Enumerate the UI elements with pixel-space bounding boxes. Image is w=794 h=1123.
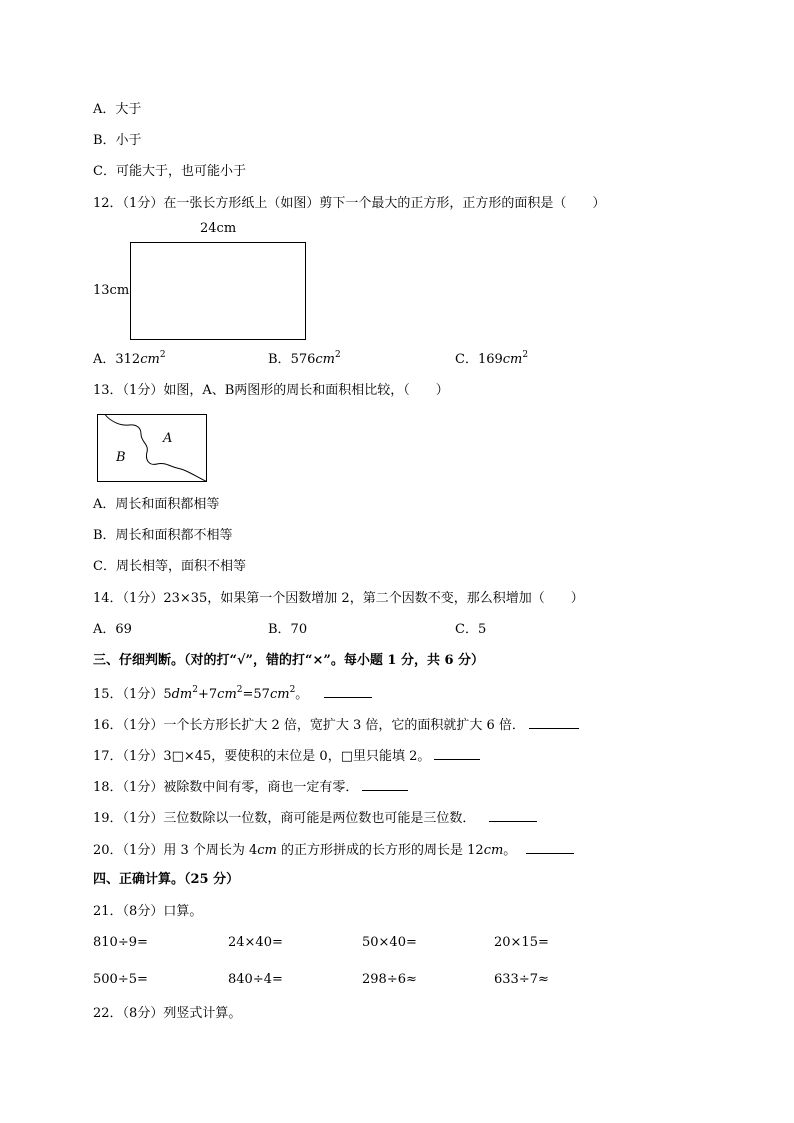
q16-answer-blank[interactable] (529, 716, 579, 729)
q20: 20．（1分）用 3 个周长为 4cm 的正方形拼成的长方形的周长是 12cm。 (93, 841, 574, 859)
q21-row2-item3: 298÷6≈ (362, 972, 417, 987)
q21-row1-item1: 810÷9= (93, 935, 148, 950)
q22-stem: 22．（8分）列竖式计算。 (93, 1006, 242, 1021)
q21-row2-item2: 840÷4= (228, 972, 283, 987)
q18-answer-blank[interactable] (362, 778, 408, 791)
q21-row2-item1: 500÷5= (93, 972, 148, 987)
q14-option-b: B．70 (268, 622, 308, 637)
q13-label-a: A (163, 431, 173, 446)
q13-option-b: B．周长和面积都不相等 (93, 528, 233, 543)
q21-row1-item4: 20×15= (494, 935, 549, 950)
q14-option-a: A．69 (93, 622, 132, 637)
q13-stem: 13．（1分）如图，A、B两图形的周长和面积相比较，（ ） (93, 383, 449, 398)
q21-row1-item2: 24×40= (228, 935, 283, 950)
q21-stem: 21．（8分）口算。 (93, 904, 203, 919)
q11-option-a: A．大于 (93, 102, 142, 117)
q11-option-c: C．可能大于，也可能小于 (93, 164, 246, 179)
section-4-title: 四、正确计算。（25 分） (93, 872, 240, 887)
q12-option-c: C．$169cm^2$ (455, 349, 529, 367)
q15: 15．（1分）$5dm^2+7cm^2=57cm^2$。 (93, 685, 372, 703)
q21-row1-item3: 50×40= (362, 935, 417, 950)
q12-stem: 12．（1分）在一张长方形纸上（如图）剪下一个最大的正方形，正方形的面积是（ ） (93, 196, 606, 211)
q11-option-b: B．小于 (93, 133, 142, 148)
q14-option-c: C．5 (455, 622, 487, 637)
q13-shape-figure (97, 414, 207, 482)
q14-stem: 14．（1分）23×35，如果第一个因数增加 2，第二个因数不变，那么积增加（ ） (93, 591, 584, 606)
section-3-title: 三、仔细判断。（对的打“√”，错的打“×”。每小题 1 分，共 6 分） (93, 653, 485, 668)
q17-answer-blank[interactable] (434, 747, 480, 760)
q15-answer-blank[interactable] (324, 685, 372, 698)
q13-option-c: C．周长相等，面积不相等 (93, 559, 246, 574)
q16: 16．（1分）一个长方形长扩大 2 倍，宽扩大 3 倍，它的面积就扩大 6 倍． (93, 716, 579, 734)
q20-answer-blank[interactable] (526, 841, 574, 854)
q13-option-a: A．周长和面积都相等 (93, 497, 220, 512)
q12-option-a: A．$312cm^2$ (93, 349, 166, 367)
q12-rectangle-figure (130, 242, 306, 340)
q12-height-label: 13cm (93, 283, 130, 298)
q17: 17．（1分）3□×45，要使积的末位是 0，□里只能填 2。 (93, 747, 480, 765)
q18: 18．（1分）被除数中间有零，商也一定有零． (93, 778, 408, 796)
q21-row2-item4: 633÷7≈ (494, 972, 549, 987)
q12-option-b: B．$576cm^2$ (268, 349, 341, 367)
q13-label-b: B (116, 450, 126, 465)
q12-width-label: 24cm (200, 221, 237, 236)
q19: 19．（1分）三位数除以一位数，商可能是两位数也可能是三位数． (93, 809, 537, 827)
q19-answer-blank[interactable] (489, 809, 537, 822)
